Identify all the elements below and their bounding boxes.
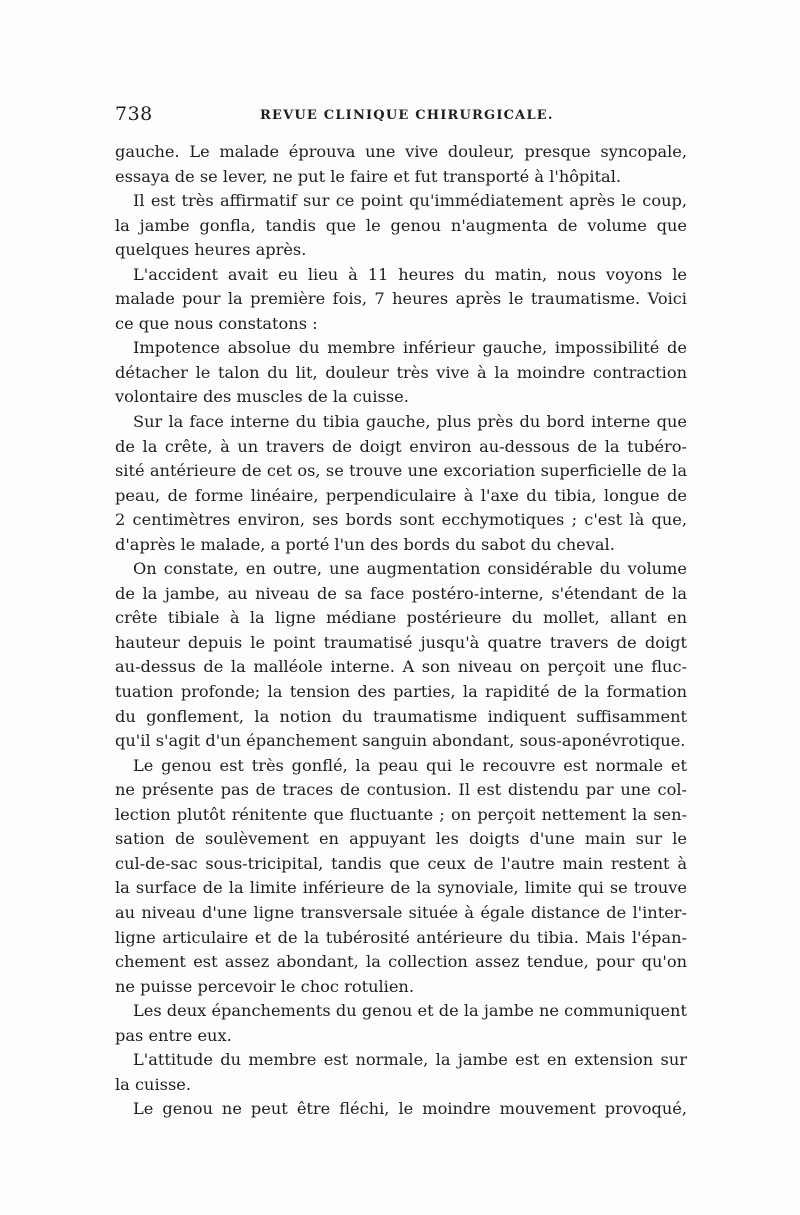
text-line: L'accident avait eu lieu à 11 heures du matin, nous voyons le bbox=[133, 264, 687, 284]
text-line: crête tibiale à la ligne médiane postérieure du mollet, allant en bbox=[115, 608, 687, 628]
text-line: hauteur depuis le point traumatisé jusqu'à quatre travers de doigt bbox=[115, 632, 687, 652]
text-line: ne puisse percevoir le choc rotulien. bbox=[115, 976, 415, 996]
text-line: quelques heures après. bbox=[115, 240, 307, 260]
page-number: 738 bbox=[115, 103, 153, 125]
text-line: On constate, en outre, une augmentation considérable du volume bbox=[133, 559, 687, 579]
text-line: Le genou ne peut être fléchi, le moindre mouvement provoqué, bbox=[133, 1099, 687, 1119]
text-line: sation de soulèvement en appuyant les doigts d'une main sur le bbox=[115, 829, 687, 849]
text-line: L'attitude du membre est normale, la jambe est en extension sur bbox=[133, 1050, 687, 1070]
text-line: d'après le malade, a porté l'un des bords du sabot du cheval. bbox=[115, 534, 615, 554]
text-line: essaya de se lever, ne put le faire et fut transporté à l'hôpital. bbox=[115, 166, 622, 186]
text-line: sité antérieure de cet os, se trouve une excoriation superficielle de la bbox=[115, 461, 687, 481]
text-line: 2 centimètres environ, ses bords sont ecchymotiques ; c'est là que, bbox=[115, 510, 687, 530]
text-line: malade pour la première fois, 7 heures après le traumatisme. Voici bbox=[115, 289, 687, 309]
text-line: la cuisse. bbox=[115, 1074, 191, 1094]
text-line: ligne articulaire et de la tubérosité antérieure du tibia. Mais l'épan- bbox=[115, 927, 687, 947]
text-line: lection plutôt rénitente que fluctuante ; on perçoit nettement la sen- bbox=[115, 804, 687, 824]
text-line: détacher le talon du lit, douleur très vive à la moindre contraction bbox=[115, 362, 687, 382]
text-line: la jambe gonfla, tandis que le genou n'augmenta de volume que bbox=[115, 215, 687, 235]
text-line: Impotence absolue du membre inférieur gauche, impossibilité de bbox=[133, 338, 687, 358]
text-line: ce que nous constatons : bbox=[115, 313, 318, 333]
text-line: du gonflement, la notion du traumatisme indiquent suffisamment bbox=[115, 706, 687, 726]
text-line: cul-de-sac sous-tricipital, tandis que ceux de l'autre main restent à bbox=[115, 853, 687, 873]
body-text bbox=[115, 140, 687, 1122]
text-line: ne présente pas de traces de contusion. Il est distendu par une col- bbox=[115, 780, 687, 800]
text-line: de la crête, à un travers de doigt environ au-dessous de la tubéro- bbox=[115, 436, 687, 456]
text-line: qu'il s'agit d'un épanchement sanguin abondant, sous-aponévrotique. bbox=[115, 731, 686, 751]
text-line: Les deux épanchements du genou et de la jambe ne communiquent bbox=[133, 1001, 687, 1021]
text-line: la surface de la limite inférieure de la synoviale, limite qui se trouve bbox=[115, 878, 687, 898]
text-line: tuation profonde; la tension des parties, la rapidité de la formation bbox=[115, 682, 687, 702]
text-line: Le genou est très gonflé, la peau qui le recouvre est normale et bbox=[133, 755, 687, 775]
text-line: Sur la face interne du tibia gauche, plus près du bord interne que bbox=[133, 412, 687, 432]
text-line: volontaire des muscles de la cuisse. bbox=[115, 387, 409, 407]
text-line: pas entre eux. bbox=[115, 1025, 232, 1045]
running-title: REVUE CLINIQUE CHIRURGICALE. bbox=[260, 108, 554, 123]
text-line: au niveau d'une ligne transversale située à égale distance de l'inter- bbox=[115, 902, 687, 922]
text-line: gauche. Le malade éprouva une vive douleur, presque syncopale, bbox=[115, 142, 687, 161]
text-line: de la jambe, au niveau de sa face postéro-interne, s'étendant de la bbox=[115, 583, 687, 603]
text-line: au-dessus de la malléole interne. A son niveau on perçoit une fluc- bbox=[115, 657, 687, 677]
text-line: peau, de forme linéaire, perpendiculaire à l'axe du tibia, longue de bbox=[115, 485, 687, 505]
text-line: Il est très affirmatif sur ce point qu'immédiatement après le coup, bbox=[133, 191, 687, 211]
page-header bbox=[115, 103, 685, 127]
text-line: chement est assez abondant, la collection assez tendue, pour qu'on bbox=[115, 952, 687, 972]
